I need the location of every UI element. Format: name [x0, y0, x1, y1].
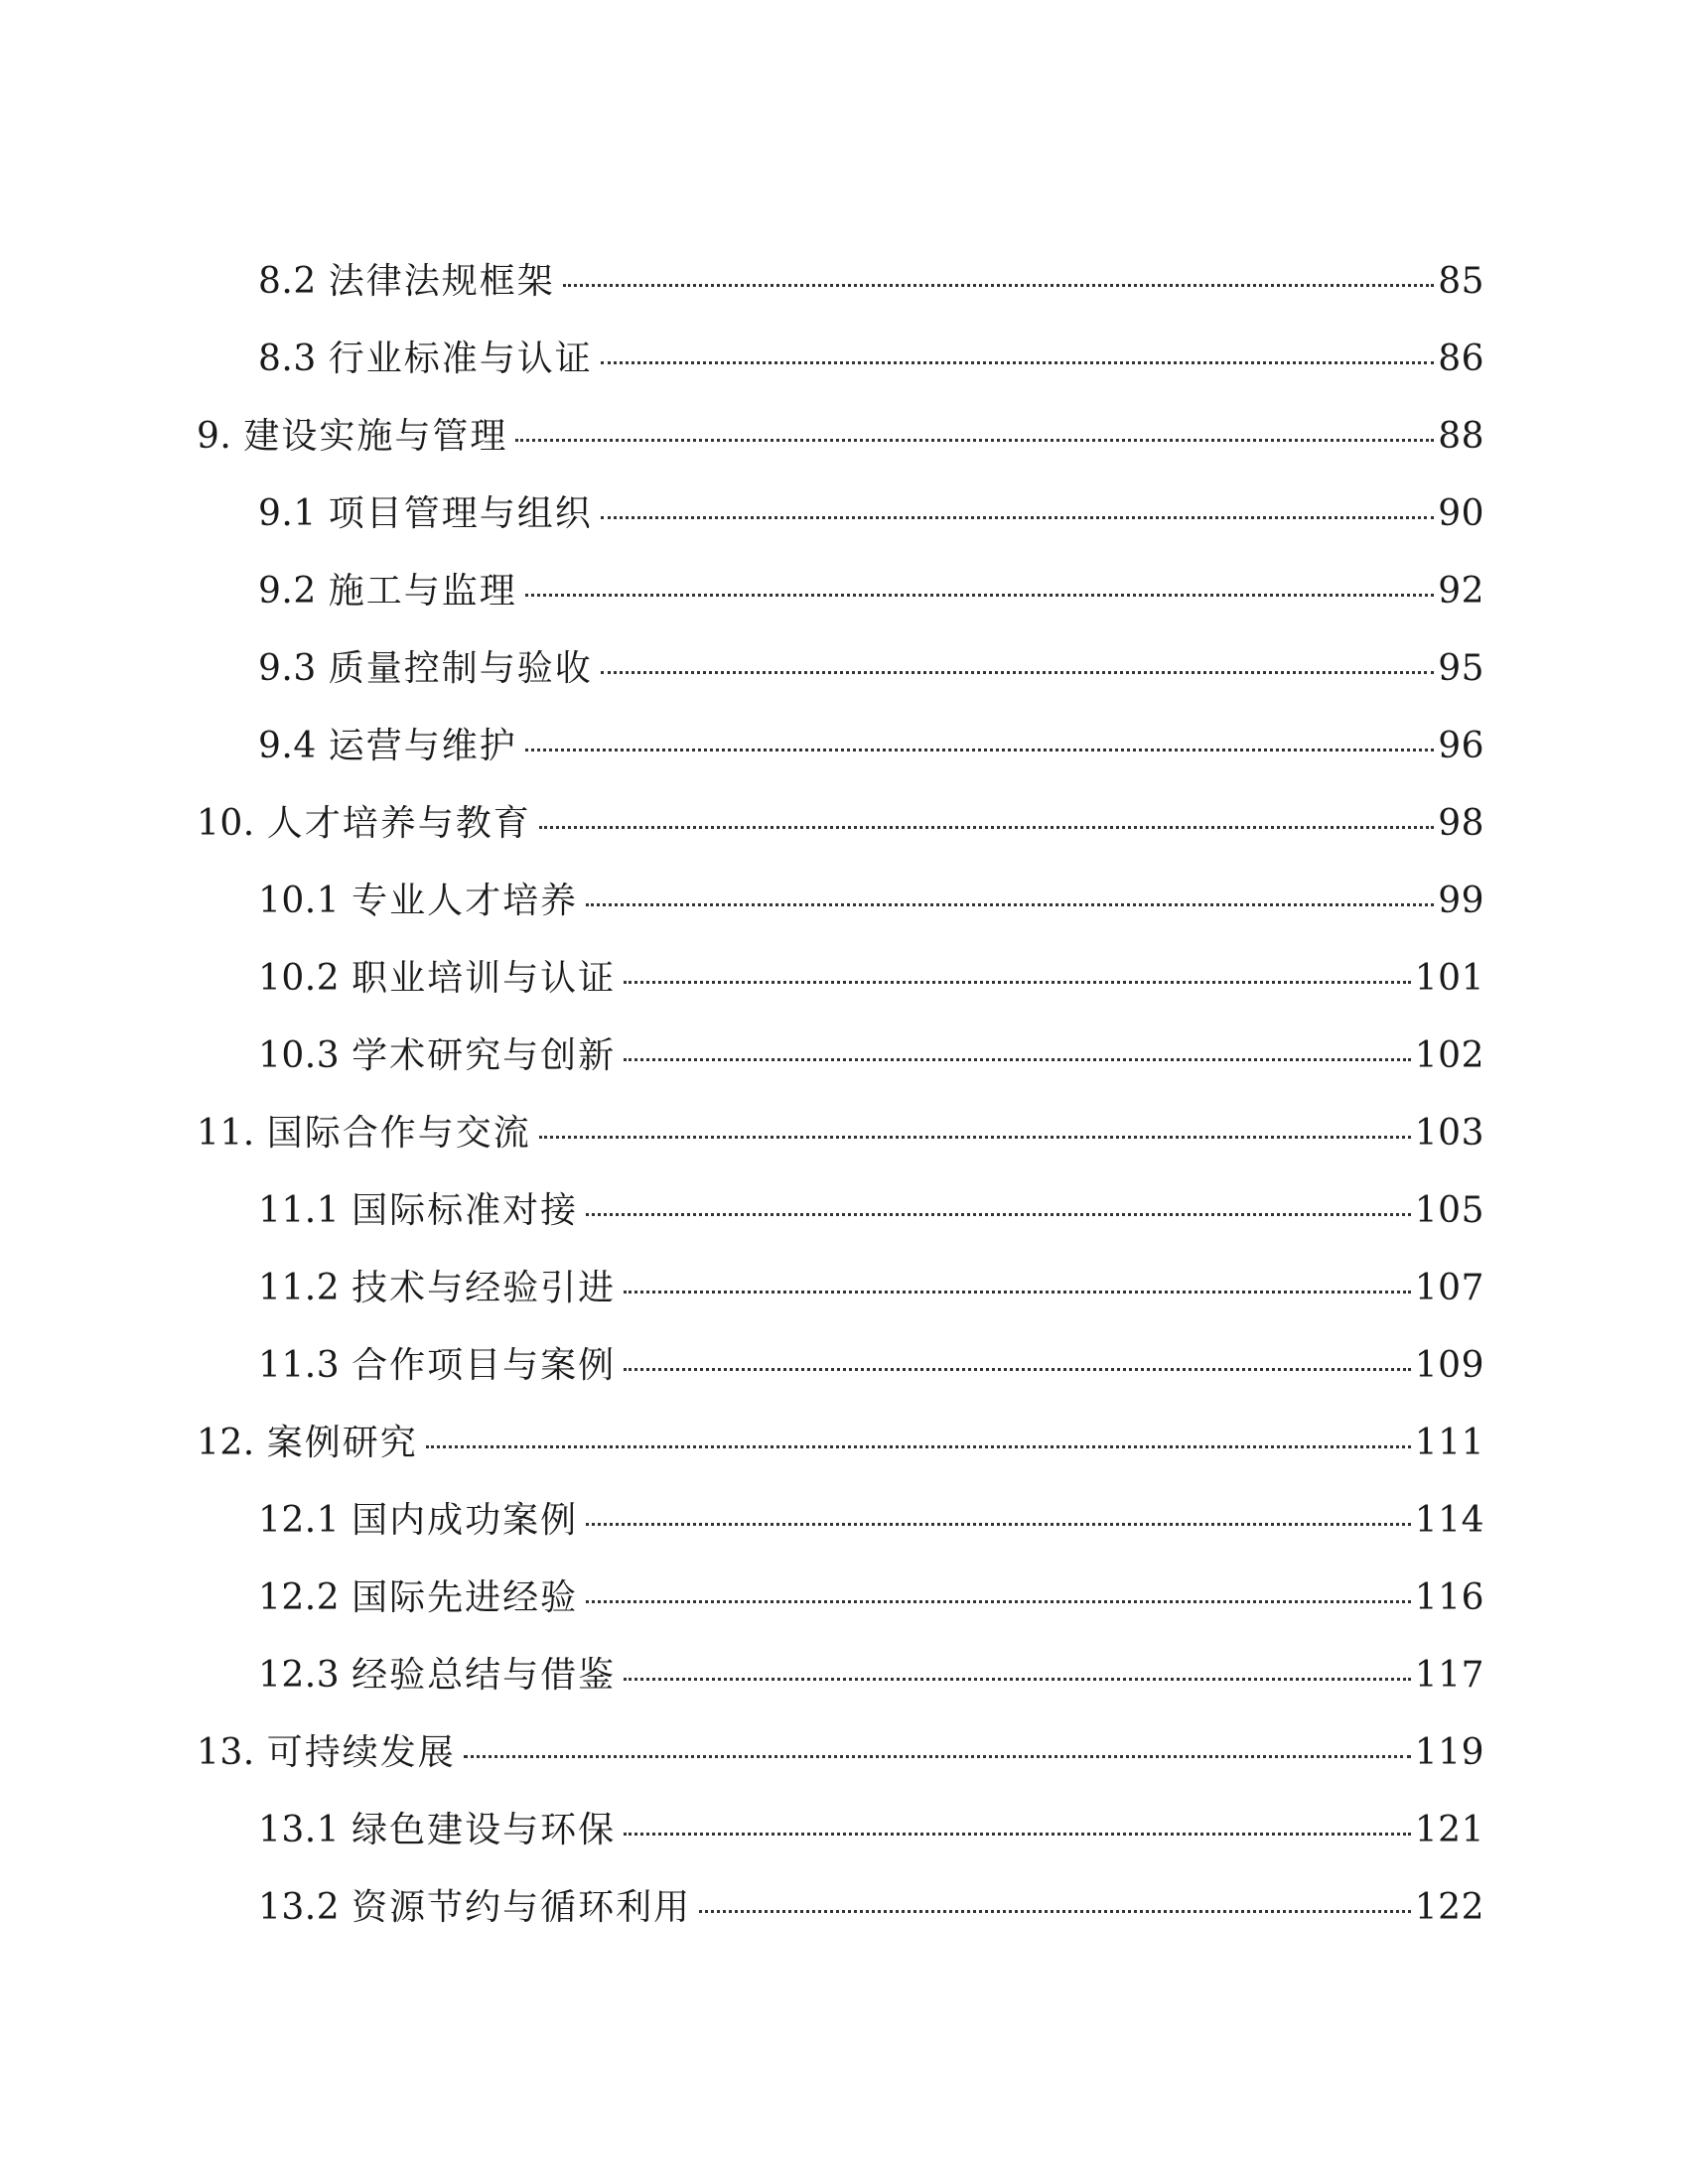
toc-entry-title: 人才培养与教育: [266, 803, 531, 844]
toc-entry-line: [258, 880, 1484, 937]
table-of-contents: [0, 240, 1688, 1944]
toc-entry-title: 合作项目与案例: [352, 1345, 617, 1386]
toc-entry-line: [258, 1654, 1484, 1711]
toc-entry-title: 行业标准与认证: [328, 339, 593, 379]
toc-page-number: 99: [1438, 881, 1484, 921]
toc-page-number: 86: [1438, 339, 1484, 379]
toc-page-number: 101: [1414, 958, 1484, 999]
toc-page-number: 116: [1414, 1577, 1484, 1618]
toc-entry-title: 学术研究与创新: [352, 1035, 617, 1076]
toc-dot-leader: [586, 1213, 1411, 1216]
toc-entry-title: 资源节约与循环利用: [352, 1887, 692, 1928]
toc-entry-title: 国际合作与交流: [266, 1113, 531, 1154]
toc-section-entry[interactable]: [0, 318, 1688, 395]
toc-entry-title: 绿色建设与环保: [352, 1810, 617, 1850]
toc-chapter-entry[interactable]: [0, 1092, 1688, 1169]
toc-entry-title: 国际标准对接: [352, 1190, 579, 1231]
toc-entry-line: [258, 725, 1484, 782]
toc-section-entry[interactable]: [0, 1866, 1688, 1944]
toc-entry-title: 技术与经验引进: [352, 1268, 617, 1308]
toc-entry-number: 11.1: [258, 1190, 341, 1231]
toc-dot-leader: [601, 516, 1434, 519]
toc-page-number: 96: [1438, 726, 1484, 766]
toc-entry-number: 10.2: [258, 958, 341, 999]
toc-section-entry[interactable]: [0, 1169, 1688, 1247]
toc-page-number: 103: [1414, 1113, 1484, 1154]
toc-entry-line: [258, 957, 1484, 1015]
toc-entry-line: [258, 1034, 1484, 1092]
toc-dot-leader: [586, 1523, 1411, 1526]
toc-dot-leader: [624, 1678, 1411, 1681]
toc-entry-number: 9.2: [258, 571, 317, 612]
toc-dot-leader: [525, 594, 1434, 597]
toc-dot-leader: [563, 284, 1434, 287]
toc-dot-leader: [515, 439, 1434, 442]
toc-section-entry[interactable]: [0, 1789, 1688, 1866]
toc-section-entry[interactable]: [0, 860, 1688, 937]
toc-dot-leader: [624, 981, 1411, 984]
toc-entry-line: [258, 1267, 1484, 1324]
toc-entry-number: 11.3: [258, 1345, 341, 1386]
toc-section-entry[interactable]: [0, 1479, 1688, 1557]
toc-entry-title: 施工与监理: [328, 571, 517, 612]
toc-entry-number: 12.2: [258, 1577, 341, 1618]
toc-section-entry[interactable]: [0, 473, 1688, 550]
toc-section-entry[interactable]: [0, 627, 1688, 705]
toc-entry-line: [258, 647, 1484, 705]
toc-entry-line: [197, 1731, 1484, 1789]
toc-page-number: 111: [1414, 1423, 1484, 1463]
toc-entry-title: 项目管理与组织: [328, 493, 593, 534]
toc-dot-leader: [539, 826, 1434, 829]
toc-dot-leader: [601, 671, 1434, 674]
toc-page-number: 121: [1414, 1810, 1484, 1850]
toc-dot-leader: [586, 1600, 1411, 1603]
toc-entry-line: [197, 415, 1484, 473]
toc-entry-number: 12.3: [258, 1655, 341, 1696]
toc-entry-number: 10.3: [258, 1035, 341, 1076]
toc-entry-title: 案例研究: [266, 1423, 418, 1463]
toc-dot-leader: [525, 749, 1434, 751]
toc-dot-leader: [699, 1910, 1411, 1913]
toc-entry-line: [197, 1422, 1484, 1479]
toc-section-entry[interactable]: [0, 705, 1688, 782]
toc-entry-number: 13.2: [258, 1887, 341, 1928]
toc-entry-number: 9.3: [258, 648, 317, 689]
toc-section-entry[interactable]: [0, 937, 1688, 1015]
toc-page-number: 95: [1438, 648, 1484, 689]
toc-entry-line: [258, 1576, 1484, 1634]
toc-entry-line: [258, 338, 1484, 395]
toc-entry-number: 11.: [197, 1113, 255, 1154]
toc-dot-leader: [624, 1058, 1411, 1061]
toc-entry-line: [197, 1112, 1484, 1169]
toc-section-entry[interactable]: [0, 1015, 1688, 1092]
toc-entry-number: 9.4: [258, 726, 317, 766]
toc-page-number: 117: [1414, 1655, 1484, 1696]
toc-page-number: 122: [1414, 1887, 1484, 1928]
toc-chapter-entry[interactable]: [0, 782, 1688, 860]
toc-entry-title: 质量控制与验收: [328, 648, 593, 689]
toc-page-number: 119: [1414, 1732, 1484, 1773]
toc-entry-title: 可持续发展: [266, 1732, 456, 1773]
toc-dot-leader: [464, 1755, 1411, 1758]
toc-page-number: 102: [1414, 1035, 1484, 1076]
toc-page-number: 109: [1414, 1345, 1484, 1386]
toc-dot-leader: [624, 1833, 1411, 1836]
toc-section-entry[interactable]: [0, 550, 1688, 627]
toc-entry-title: 建设实施与管理: [243, 416, 508, 457]
toc-page-number: 98: [1438, 803, 1484, 844]
toc-section-entry[interactable]: [0, 240, 1688, 318]
toc-dot-leader: [601, 361, 1434, 364]
toc-entry-line: [258, 1809, 1484, 1866]
toc-dot-leader: [624, 1368, 1411, 1371]
toc-entry-number: 13.1: [258, 1810, 341, 1850]
toc-entry-title: 国际先进经验: [352, 1577, 579, 1618]
toc-page-number: 92: [1438, 571, 1484, 612]
toc-dot-leader: [539, 1136, 1411, 1139]
toc-entry-title: 法律法规框架: [328, 261, 555, 302]
toc-entry-line: [197, 802, 1484, 860]
toc-entry-number: 9.1: [258, 493, 317, 534]
toc-entry-line: [258, 1886, 1484, 1944]
toc-entry-number: 10.: [197, 803, 255, 844]
toc-entry-line: [258, 1344, 1484, 1402]
toc-page-number: 105: [1414, 1190, 1484, 1231]
toc-entry-number: 8.2: [258, 261, 317, 302]
toc-section-entry[interactable]: [0, 1557, 1688, 1634]
toc-entry-number: 13.: [197, 1732, 255, 1773]
toc-page-number: 88: [1438, 416, 1484, 457]
toc-entry-line: [258, 492, 1484, 550]
toc-entry-number: 12.: [197, 1423, 255, 1463]
toc-entry-line: [258, 260, 1484, 318]
toc-section-entry[interactable]: [0, 1247, 1688, 1324]
toc-entry-number: 8.3: [258, 339, 317, 379]
toc-entry-line: [258, 1189, 1484, 1247]
toc-page-number: 107: [1414, 1268, 1484, 1308]
toc-entry-title: 专业人才培养: [352, 881, 579, 921]
toc-entry-number: 10.1: [258, 881, 341, 921]
toc-entry-title: 职业培训与认证: [352, 958, 617, 999]
toc-entry-line: [258, 570, 1484, 627]
toc-entry-line: [258, 1499, 1484, 1557]
toc-dot-leader: [586, 903, 1434, 906]
toc-entry-number: 12.1: [258, 1500, 341, 1541]
toc-entry-title: 经验总结与借鉴: [352, 1655, 617, 1696]
toc-dot-leader: [624, 1291, 1411, 1294]
toc-section-entry[interactable]: [0, 1634, 1688, 1711]
toc-page-number: 85: [1438, 261, 1484, 302]
toc-page-number: 114: [1414, 1500, 1484, 1541]
toc-entry-title: 国内成功案例: [352, 1500, 579, 1541]
toc-dot-leader: [426, 1445, 1411, 1448]
toc-chapter-entry[interactable]: [0, 395, 1688, 473]
toc-chapter-entry[interactable]: [0, 1711, 1688, 1789]
toc-chapter-entry[interactable]: [0, 1402, 1688, 1479]
toc-page-number: 90: [1438, 493, 1484, 534]
toc-entry-number: 9.: [197, 416, 232, 457]
toc-section-entry[interactable]: [0, 1324, 1688, 1402]
toc-entry-number: 11.2: [258, 1268, 341, 1308]
toc-entry-title: 运营与维护: [328, 726, 517, 766]
